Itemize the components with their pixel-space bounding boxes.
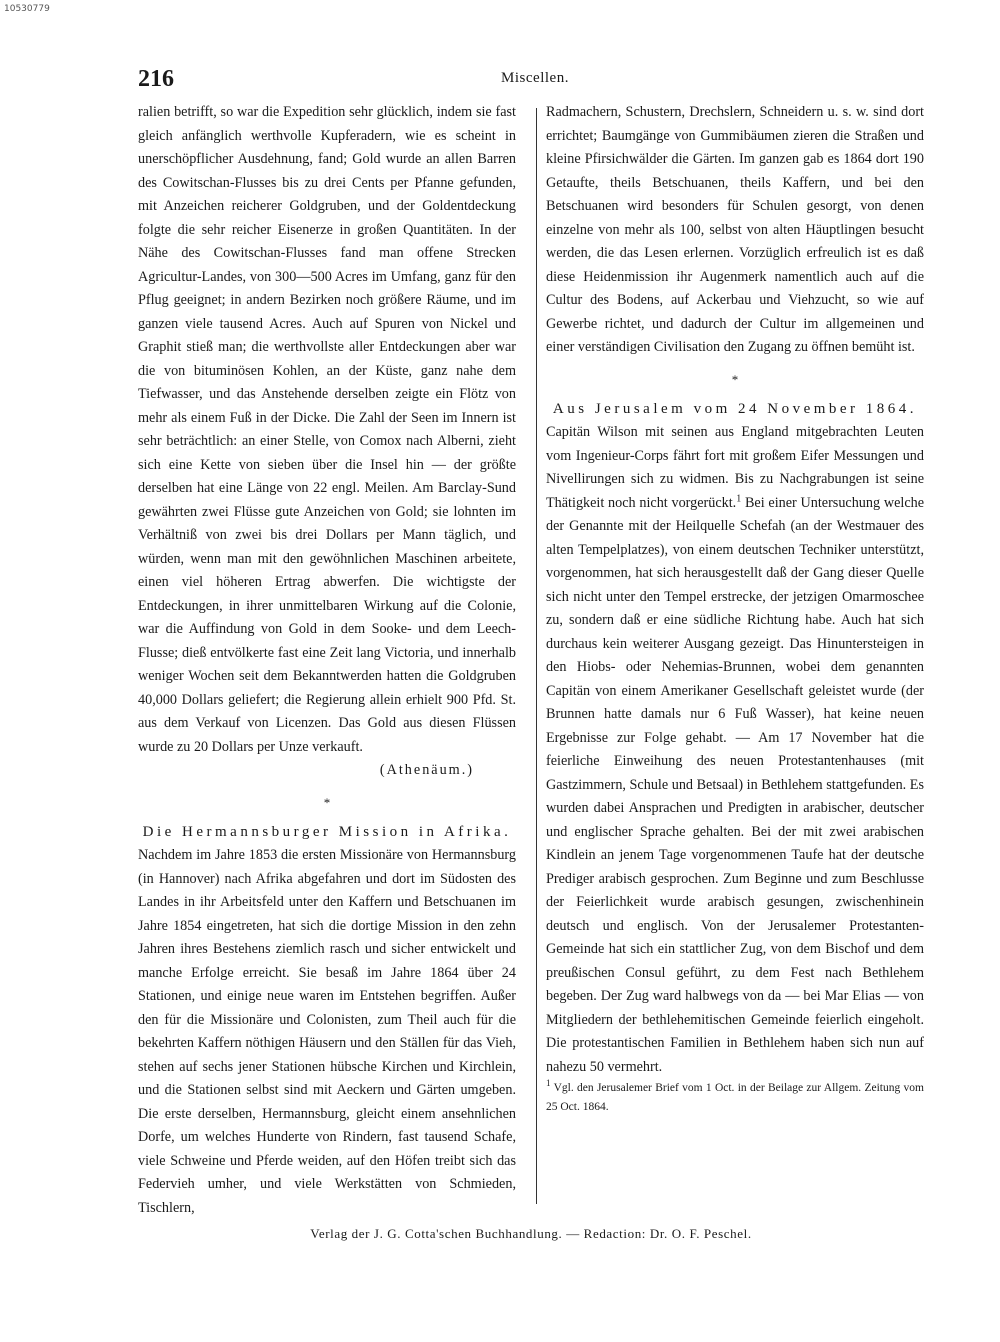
section-separator: * [731,371,739,387]
section-body: Nachdem im Jahre 1853 die ersten Missionäre von Hermannsburg (in Hannover) nach Afrika abgefahren und dort im Südosten des Landes in ihr Arbeitsfeld unter den Kaffern und Betschuanen im Jahre 1854 eingetreten, hat sich die dortige Mission in den zehn Jahren ihres Bestehens ziemlich rasch und sicher entwickelt und manche Erfolge erreicht. Sie besaß im Jahre 1864 über 24 Stationen, und einige neue waren im Entstehen begriffen. Außer den für die Missionäre und Colonisten, zum Theil auch für die bekehrten Kaffern nöthigen Häusern und den Ställen für das Vieh, stehen auf sechs jener Stationen hübsche Kirchen und Kirchlein, und die Stationen selbst sind mit Aeckern und Gärten umgeben. Die erste derselben, Hermannsburg, gleicht einem ansehnlichen Dorfe, um welches Hunderte von Rindern, fast tausend Schafe, viele Schweine und Pferde weiden, auf den Höfen treibt sich das Federvieh umher, und viele Werkstätten von Schmieden, Tischlern, [138,847,516,1216]
section-separator: * [323,794,331,810]
section-body-part-a: Capitän Wilson mit seinen aus England mitgebrachten Leuten vom Ingenieur-Corps fährt fort mit großem Eifer Messungen und Nivellirungen sich zu widmen. Bis zu Nachgrabungen ist seine Thätigkeit noch nicht vorgerückt. [546,424,924,511]
article-continuation: ralien betrifft, so war die Expedition sehr glücklich, indem sie fast gleich anfänglich werthvolle Kupferadern, wie es scheint in unerschöpflicher Ausdehnung, fand; Gold wurde an allen Barren des Cowitschan-Flusses bis zu drei Cents per Pfanne gefunden, mit Anzeichen reicherer Goldgruben, und der Goldentdeckung folgte die sehr reicher Eisenerze in großen Quantitäten. In der Nähe des Cowitschan-Flusses fand man offene Strecken Agricultur-Landes, von 300—500 Acres im Umfang, ganz für den Pflug geeignet; in andern Bezirken noch größere Räume, und im ganzen viele tausend Acres. Auch auf Spuren von Nickel und Graphit stieß man; die werthvollste aller Entdeckungen aber war die von bituminösen Kohlen, an der Küste, ganz nahe dem Tiefwasser, und das Anstehende derselben zeigte ein Flötz von mehr als einem Fuß in der Dicke. Die Zahl der Seen im Innern ist sehr beträchtlich: an einer Stelle, von Comox nach Alberni, zieht sich eine Kette von sieben über die Insel hin — der größte derselben hat eine Länge von 22 engl. Meilen. Am Barclay-Sund gewährten zwei Flüsse gute Anzeichen von Gold; sie lohnten im Verhältniß von zwei bis drei Dollars per Mann täglich, und würden, wenn man mit den gewöhnlichen Maschinen arbeitete, einen viel höheren Ertrag abwerfen. Die wichtigste der Entdeckungen, in ihrer unmittelbaren Wirkung auf die Colonie, war die Auffindung von Gold in dem Sooke- und dem Leech-Flusse; dieß entvölkerte fast eine Zeit lang Victoria, und innerhalb weniger Wochen seit dem Bekanntwerden hatten die Goldgruben 40,000 Dollars geliefert; die Regierung allein erhielt 900 Pfd. St. aus dem Verkauf von Licenzen. Das Gold aus diesen Flüssen wurde zu 20 Dollars per Unze verkauft. [138,104,516,755]
footnote [546,1079,924,1117]
section-body [546,421,924,1079]
running-head: Miscellen. [501,70,569,86]
section-body-part-b: Bei einer Untersuchung welche der Genannte mit der Heilquelle Schefah (an der Westmauer des alten Tempelplatzes), von einem deutschen Techniker unterstützt, vorgenommen, hat sich herausgestellt daß der Gang dieser Quelle sich nicht unter den Tempel erstrecke, der jetzigen Omarmoschee zu, sondern daß er eine südliche Richtung habe. Auch hat sich durchaus kein weiterer Ausgang gezeigt. Das Hinuntersteigen in den Hiobs- oder Nehemias-Brunnen, wobei dem genannten Capitän von einem Amerikaner Gesellschaft geleistet wurde (der Brunnen hatte damals nur 6 Fuß Wasser), hat keine neuen Ergebnisse zur Folge gehabt. — Am 17 November hat die feierliche Einweihung des neuen Protestantenhauses (mit Gastzimmern, Schule und Betsaal) in Bethlehem stattgefunden. Es wurden dabei Ansprachen und Predigten in arabischer, deutscher und englischer Sprache gehalten. Bei der mit zwei arabischen Kindlein an jenem Tage vorgenommenen Taufe hat der deutsche Prediger arabisch gesprochen. Zum Beginne und zum Beschlusse der Feierlichkeit wurde arabisch gesungen, zwischenhinein deutsch und englisch. Von der Jerusalemer Protestanten-Gemeinde hat sich ein stattlicher Zug, von dem Bischof und dem preußischen Consul geführt, zu dem Fest nach Bethlehem begeben. Der Zug ward halbwegs von da — bei Mar Elias — von Mitgliedern der bethlehemitischen Gemeinde feierlich eingeholt. Die protestantischen Familien in Bethlehem haben sich nun auf nahezu 50 vermehrt. [546,494,925,1075]
section-heading: Aus Jerusalem vom 24 November 1864. [552,400,918,417]
page-number: 216 [138,66,174,92]
footnote-reference[interactable]: 1 [736,492,742,504]
scan-id: 10530779 [4,4,50,14]
right-column [546,101,924,1117]
left-column [138,101,516,1220]
footnote-mark: 1 [546,1078,551,1089]
imprint: Verlag der J. G. Cotta'schen Buchhandlung. — Redaction: Dr. O. F. Peschel. [310,1226,752,1241]
section-heading: Die Hermannsburger Mission in Afrika. [142,823,512,840]
article-continuation: Radmachern, Schustern, Drechslern, Schneidern u. s. w. sind dort errichtet; Baumgänge von Gummibäumen zieren die Straßen und kleine Pfirsichwälder die Gärten. Im ganzen gab es 1864 dort 190 Getaufte, theils Betschuanen, theils Kaffern, und bei den Betschuanen wird besonders für Schulen gesorgt, von denen einzelne von mehr als 100, selbst von alten Häuptlingen besucht werden, die das Lesen erlernen. Vorzüglich erfreulich ist es daß diese Heidenmission ihr Augenmerk namentlich auch auf die Cultur des Bodens, auf Ackerbau und Viehzucht, so wie auf Gewerbe richtet, und dadurch der Cultur im allgemeinen und einer verständigen Civilisation den Zugang zu öffnen bemüht ist. [546,104,924,355]
footnote-text: Vgl. den Jerusalemer Brief vom 1 Oct. in der Beilage zur Allgem. Zeitung vom 25 Oct. 1864. [546,1082,924,1113]
source-attribution: (Athenäum.) [379,762,474,778]
column-divider [536,108,537,1204]
